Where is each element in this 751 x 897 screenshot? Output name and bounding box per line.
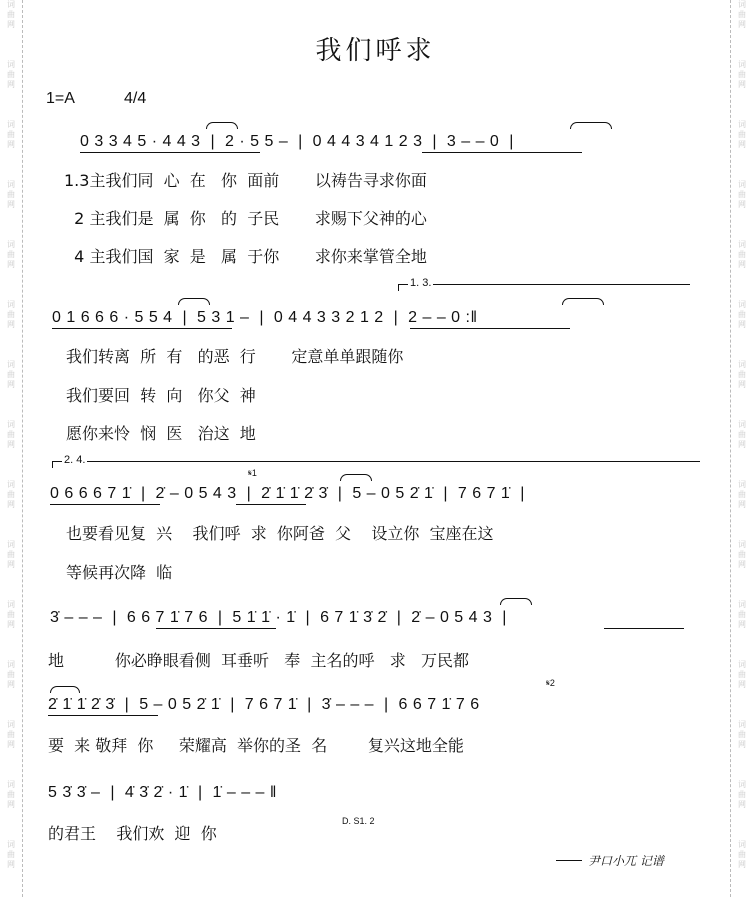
watermark-mark: 词 曲 网 (7, 660, 15, 689)
tie-arc (562, 298, 604, 305)
watermark-mark: 词 曲 网 (7, 240, 15, 269)
watermark-mark: 词 曲 网 (7, 540, 15, 569)
watermark-mark: 词 曲 网 (738, 0, 746, 29)
watermark-mark: 词 曲 网 (738, 360, 746, 389)
watermark-mark: 词 曲 网 (7, 420, 15, 449)
volta-bracket-2 (52, 461, 700, 462)
lyric-line-2-2: 我们要回 转 向 你父 神 (66, 386, 256, 405)
key-signature: 1=A (46, 90, 75, 107)
tie-arc (178, 298, 210, 305)
tie-arc (206, 122, 238, 129)
lyric-line-1-1: 1.3主我们同 心 在 你 面前 以祷告寻求你面 (64, 171, 427, 190)
watermark-mark: 词 曲 网 (738, 300, 746, 329)
lyric-line-3-1: 也要看见复 兴 我们呼 求 你阿爸 父 设立你 宝座在这 (66, 524, 494, 543)
watermark-mark: 词 曲 网 (738, 420, 746, 449)
watermark-mark: 词 曲 网 (738, 840, 746, 869)
watermark-mark: 词 曲 网 (738, 480, 746, 509)
beam-line (80, 152, 260, 153)
transcriber-credit: 尹口小兀 记谱 (588, 854, 664, 868)
credit-dash (556, 860, 582, 861)
volta-label-1: 1. 3. (410, 277, 432, 289)
ds-marking: D. S1. 2 (342, 816, 375, 826)
lyric-line-2-3: 愿你来怜 悯 医 治这 地 (66, 424, 256, 443)
song-title: 我们呼求 (315, 36, 436, 66)
watermark-mark: 词 曲 网 (7, 0, 15, 29)
watermark-mark: 词 曲 网 (7, 600, 15, 629)
tie-arc (340, 474, 372, 481)
watermark-mark: 词 曲 网 (738, 660, 746, 689)
watermark-mark: 词 曲 网 (738, 240, 746, 269)
lyric-line-2-1: 我们转离 所 有 的恶 行 定意单单跟随你 (66, 347, 404, 366)
watermark-mark: 词 曲 网 (738, 780, 746, 809)
watermark-mark: 词 曲 网 (7, 60, 15, 89)
beam-line (422, 152, 582, 153)
lyric-line-4-1: 地 你必睁眼看侧 耳垂听 奉 主名的呼 求 万民都 (48, 651, 469, 670)
watermark-mark: 词 曲 网 (738, 720, 746, 749)
lyric-line-5-1: 要 来 敬拜 你 荣耀高 举你的圣 名 复兴这地全能 (48, 736, 464, 755)
watermark-mark: 词 曲 网 (7, 120, 15, 149)
tie-arc (500, 598, 532, 605)
notation-row-3: 0 6 6 6 7 1̇ | 2̇ – 0 5 4 3 | 2̇ 1̇ 1̇ 2̇ 3̇ | 5 – 0 5 2̇ 1̇ | 7 6 7 1̇ | (50, 485, 525, 502)
lyric-line-3-2: 等候再次降 临 (66, 563, 173, 582)
segno-mark-2: 𝄋2 (546, 678, 555, 688)
notation-row-6: 5 3̇ 3̇ – | 4̇ 3̇ 2̇ · 1̇ | 1̇ – – – ‖ (48, 784, 277, 801)
segno-mark-1: 𝄋1 (248, 468, 257, 478)
volta-label-2: 2. 4. (64, 454, 86, 466)
watermark-mark: 词 曲 网 (738, 180, 746, 209)
notation-row-1: 0 3 3 4 5 · 4 4 3 | 2 · 5 5 – | 0 4 4 3 4 1 2 3 | 3 – – 0 | (80, 133, 514, 150)
beam-line (410, 328, 570, 329)
tie-arc (50, 686, 80, 693)
watermark-mark: 词 曲 网 (738, 60, 746, 89)
watermark-mark: 词 曲 网 (7, 780, 15, 809)
volta-bracket-1 (398, 284, 690, 285)
watermark-mark: 词 曲 网 (7, 480, 15, 509)
watermark-mark: 词 曲 网 (738, 120, 746, 149)
watermark-mark: 词 曲 网 (7, 840, 15, 869)
watermark-mark: 词 曲 网 (7, 180, 15, 209)
time-signature: 4/4 (124, 90, 147, 107)
lyric-line-1-2: 2 主我们是 属 你 的 子民 求赐下父神的心 (64, 209, 427, 228)
beam-line (236, 504, 306, 505)
beam-line (604, 628, 684, 629)
tie-arc (570, 122, 612, 129)
lyric-line-6-1: 的君王 我们欢 迎 你 (48, 824, 217, 843)
watermark-mark: 词 曲 网 (7, 720, 15, 749)
watermark-mark: 词 曲 网 (7, 300, 15, 329)
notation-row-2: 0 1 6 6 6 · 5 5 4 | 5 3 1 – | 0 4 4 3 3 2 1 2 | 2 – – 0 :‖ (52, 309, 478, 326)
volta-tick (398, 284, 399, 291)
lyric-line-1-3: 4 主我们国 家 是 属 于你 求你来掌管全地 (64, 247, 427, 266)
beam-line (48, 715, 158, 716)
notation-row-5: 2̇ 1̇ 1̇ 2̇ 3̇ | 5 – 0 5 2̇ 1̇ | 7 6 7 1̇ | 3̇ – – – | 6 6 7 1̇ 7 6 (48, 696, 480, 713)
notation-row-4: 3̇ – – – | 6 6 7 1̇ 7 6 | 5 1̇ 1̇ · 1̇ | 6 7 1̇ 3̇ 2̇ | 2̇ – 0 5 4 3 | (50, 609, 507, 626)
watermark-mark: 词 曲 网 (738, 600, 746, 629)
beam-line (50, 504, 160, 505)
watermark-mark: 词 曲 网 (7, 360, 15, 389)
volta-tick (52, 461, 53, 468)
watermark-mark: 词 曲 网 (738, 540, 746, 569)
beam-line (156, 628, 276, 629)
beam-line (52, 328, 232, 329)
